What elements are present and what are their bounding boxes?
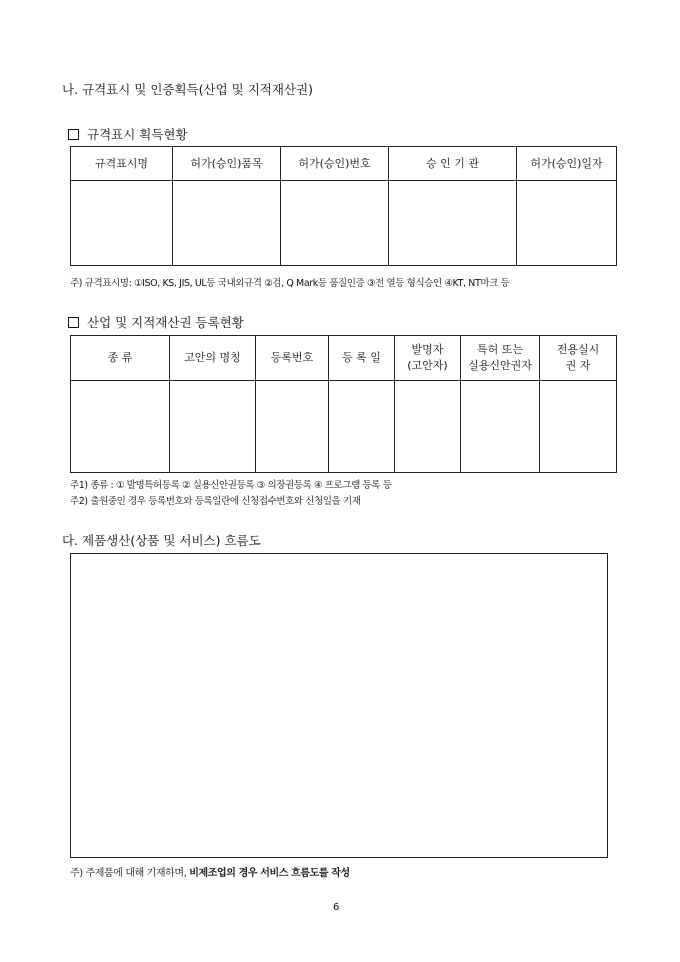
table1-heading-text: 규격표시 획득현황 bbox=[87, 127, 188, 142]
section-na-title: 나. 규격표시 및 인증획득(산업 및 지적재산권) bbox=[62, 82, 313, 97]
table2-note-1: 주1) 종류 : ① 발명특허등록 ② 실용신안권등록 ③ 의장권등록 ④ 프로그램 등록 등 bbox=[70, 480, 392, 491]
table-cell[interactable] bbox=[173, 181, 281, 266]
col-header: 허가(승인)번호 bbox=[281, 147, 389, 181]
col-header-licensee bbox=[540, 336, 617, 381]
table-cell[interactable] bbox=[395, 381, 461, 473]
col-header-text: 실용신안권자 bbox=[468, 359, 532, 372]
certification-table bbox=[70, 146, 617, 266]
col-header-text: (고안자) bbox=[407, 359, 448, 372]
checkbox-square-icon bbox=[68, 317, 79, 328]
ip-registration-table bbox=[70, 335, 617, 473]
col-header-text: 등록번호 bbox=[270, 351, 314, 364]
col-header: 규격표시명 bbox=[71, 147, 173, 181]
table-cell[interactable] bbox=[170, 381, 256, 473]
table-row bbox=[71, 381, 617, 473]
table2-heading bbox=[68, 313, 244, 331]
col-header-text: 등 록 일 bbox=[342, 351, 381, 364]
table-cell[interactable] bbox=[517, 181, 617, 266]
col-header: 허가(승인)품목 bbox=[173, 147, 281, 181]
col-header-reg-no bbox=[256, 336, 329, 381]
table-cell[interactable] bbox=[71, 181, 173, 266]
checkbox-square-icon bbox=[68, 129, 79, 140]
col-header-title bbox=[170, 336, 256, 381]
section-da-note bbox=[70, 864, 350, 879]
table-cell[interactable] bbox=[281, 181, 389, 266]
table-cell[interactable] bbox=[71, 381, 170, 473]
table-cell[interactable] bbox=[540, 381, 617, 473]
table1-note: 주) 규격표시명: ①ISO, KS, JIS, UL등 국내외규격 ②검, Q Mark등 품질인증 ③전 열등 형식승인 ④KT, NT마크 등 bbox=[70, 278, 510, 289]
table-cell[interactable] bbox=[329, 381, 395, 473]
col-header-reg-date bbox=[329, 336, 395, 381]
col-header-text: 발명자 bbox=[411, 343, 444, 356]
col-header-patent-holder bbox=[461, 336, 540, 381]
table-header-row bbox=[71, 336, 617, 381]
flowchart-box[interactable] bbox=[70, 553, 608, 858]
table2-note-2: 주2) 출원중인 경우 등록번호와 등록일란에 신청접수번호와 신청일을 기재 bbox=[70, 496, 361, 507]
page-number: 6 bbox=[333, 902, 340, 913]
col-header-text: 권 자 bbox=[565, 359, 591, 372]
table-header-row bbox=[71, 147, 617, 181]
col-header-type bbox=[71, 336, 170, 381]
col-header: 허가(승인)일자 bbox=[517, 147, 617, 181]
section-da-note-bold: 비제조업의 경우 서비스 흐름도를 작성 bbox=[189, 868, 350, 879]
table-row bbox=[71, 181, 617, 266]
col-header-text: 종 류 bbox=[107, 351, 133, 364]
table2-heading-text: 산업 및 지적재산권 등록현황 bbox=[87, 315, 244, 330]
table-cell[interactable] bbox=[389, 181, 517, 266]
col-header-text: 특허 또는 bbox=[476, 343, 523, 356]
table-cell[interactable] bbox=[256, 381, 329, 473]
col-header: 승 인 기 관 bbox=[389, 147, 517, 181]
col-header-text: 전용실시 bbox=[556, 343, 600, 356]
col-header-text: 고안의 명칭 bbox=[184, 351, 241, 364]
table-cell[interactable] bbox=[461, 381, 540, 473]
table1-heading bbox=[68, 125, 188, 143]
col-header-inventor bbox=[395, 336, 461, 381]
section-da-note-plain: 주) 주제품에 대해 기재하며, bbox=[70, 868, 190, 879]
section-da-title: 다. 제품생산(상품 및 서비스) 흐름도 bbox=[62, 533, 261, 548]
